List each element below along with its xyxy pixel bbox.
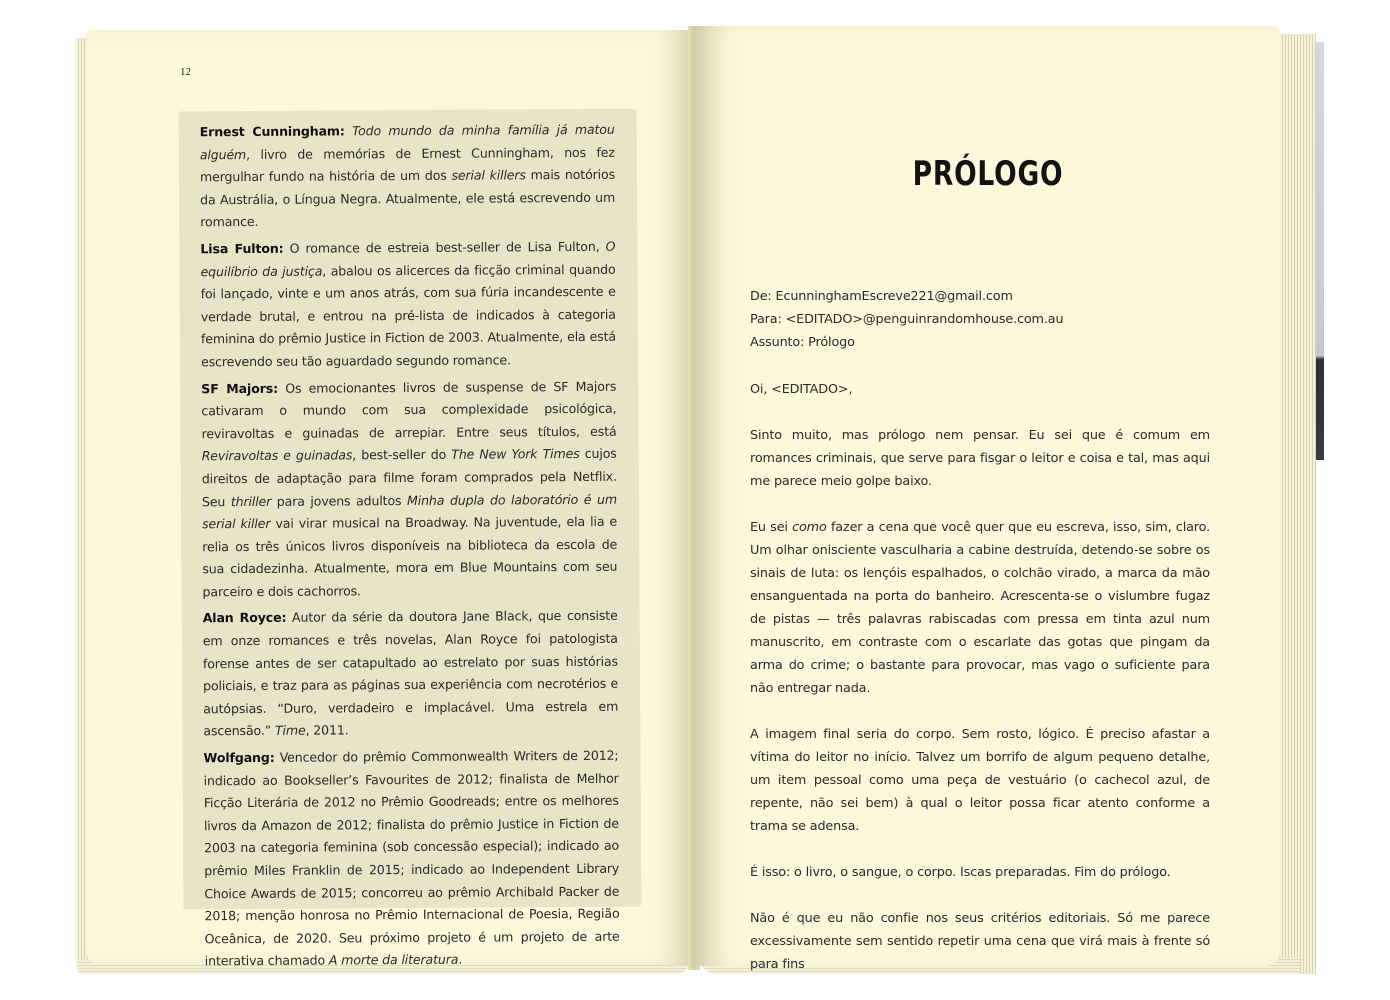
background-strip [1316,42,1324,460]
email-text [750,285,1210,976]
email-from: De: EcunninghamEscreve221@gmail.com [750,289,1013,304]
bio-name: Wolfgang: [203,749,275,766]
bio-text: vai virar musical na Broadway. Na juventude, ela lia e relia os três únicos livros disponíveis na biblioteca da escola de sua cidadezinha. Atualmente, mora em Blue Mountains com seu parceiro e dois cachorros. [202,513,618,600]
spacer [750,401,1210,424]
bio-text: Time [274,723,306,739]
bio-text: O romance de estreia best-seller de Lisa Fulton, [283,238,606,256]
bio-name: Lisa Fulton: [200,240,284,257]
email-greeting: Oi, <EDITADO>, [750,381,853,397]
bio-text: Minha dupla do laboratório é um serial killer [202,491,617,532]
spacer [750,700,1210,723]
chapter-title: PRÓLOGO [912,154,1064,194]
email-paragraph [750,723,1210,838]
bio-text: . [458,952,463,968]
bio-text: thriller [230,493,272,509]
bio-text: , abalou os alicerces da ficção criminal quando foi lançado, vinte e um anos atrás, com sua fúria incandescente e verdade brutal, e entrou na pré-lista de indicados à categoria feminina do prêmio Justice in Fiction de 2003. Atualmente, ela está escrevendo seu tão aguardado segundo romance. [200,261,616,370]
paragraph-text: A imagem final seria do corpo. Sem rosto, lógico. É preciso afastar a vítima do leitor no início. Talvez um borrifo de algum pequeno detalhe, um item pessoal como uma peça de vestuário (o cachecol azul, de repente, não sei bem) à qual o leitor possa ficar atento conforme a trama se adensa. [750,726,1210,834]
email-paragraph [750,424,1210,493]
email-to: Para: <EDITADO>@penguinrandomhouse.com.au [750,312,1064,328]
bio-text: Vencedor do prêmio Commonwealth Writers de 2012; indicado ao Bookseller’s Favourites de 2012; finalista de Melhor Ficção Literária de 2012 no Prêmio Goodreads; entre os melhores livros da Amazon de 2012; finalista do prêmio Justice in Fiction de 2003 na categoria feminina (sob concessão especial); indicado ao prêmio Miles Franklin de 2015; indicado ao Independent Library Choice Awards de 2015; concorreu ao prêmio Archibald Packer de 2018; menção honrosa no Prêmio Internacional de Poesia, Região Oceânica, de 2020. Seu próximo projeto é um projeto de arte interativa chamado [203,747,620,969]
paragraph-text: Não é que eu não confie nos seus critérios editoriais. Só me parece excessivamente sem sentido repetir uma cena que virá mais à frente só para fins [750,910,1210,972]
bio-text: , 2011. [305,722,349,739]
page-number: 12 [180,66,191,78]
email-paragraph [750,861,1210,884]
bio-paragraph [203,605,619,743]
right-page-edges [1274,34,1316,974]
spacer [750,493,1210,516]
bio-name: SF Majors: [201,380,279,396]
bio-text: para jovens adultos [271,492,408,509]
bio-text: Autor da série da doutora Jane Black, que consiste em onze romances e três novelas, Alan Royce foi patologista forense antes de ser catapultado ao estrelato por suas histórias policiais, e traz para as páginas sua experiência com necrotérios e autópsias. “Duro, verdadeiro e implacável. Uma estrela em ascensão.” [202,608,619,739]
bio-text: , livro de memórias de Ernest Cunningham, nos fez mergulhar fundo na história de um dos [199,144,615,185]
email-paragraph [750,907,1210,976]
bio-paragraph [201,375,617,603]
paragraph-text: fazer a cena que você quer que eu escreva, isso, sim, claro. Um olhar onisciente vasculharia a cabine destruída, detendo-se sobre os sinais de luta: os lençóis espalhados, o colchão virado, a marca da mão ensanguentada na porta do banheiro. Acrescenta-se o vislumbre fugaz de pistas — três palavras rabiscadas com pressa em tinta azul num manuscrito, em contraste com o escarlate das gotas que pingam da arma do crime; o bastante para provocar, mas vago o suficiente para não entregar nada. [750,519,1210,696]
right-page [696,26,1280,972]
paragraph-text: É isso: o livro, o sangue, o corpo. Iscas preparadas. Fim do prólogo. [750,864,1171,880]
spacer [750,884,1210,907]
bio-text: Os emocionantes livros de suspense de SF Majors cativaram o mundo com sua complexidade psicológica, reviravoltas e guinadas de arrepiar. Entre seus títulos, está [201,378,617,441]
bio-text: serial killers [451,167,526,183]
author-bios-box [179,109,642,969]
left-page [86,30,692,969]
bio-name: Ernest Cunningham: [199,123,345,140]
bio-text: Reviravoltas e guinadas [201,447,353,464]
bio-paragraph [200,119,616,235]
bio-text: O equilíbrio da justiça [200,238,616,279]
email-paragraph [750,516,1210,700]
paragraph-text: Eu sei [750,519,793,535]
bio-text: Todo mundo da minha família já matou alguém [199,121,615,162]
bio-text: mais notórios da Austrália, o Língua Negra. Atualmente, ele está escrevendo um romance. [200,166,616,230]
email-subject: Assunto: Prólogo [750,335,855,351]
spacer [750,355,1210,378]
bio-text: , best-seller do [352,447,452,463]
bio-text: The New York Times [451,446,580,463]
bio-text: A morte da literatura [328,952,459,968]
bio-text: cujos direitos de adaptação para filme foram comprados pela Netflix. Seu [201,446,617,509]
spacer [750,838,1210,861]
paragraph-text: Sinto muito, mas prólogo nem pensar. Eu sei que é comum em romances criminais, que serve para fisgar o leitor e coisa e tal, mas aqui me parece meio golpe baixo. [750,427,1210,489]
bio-paragraph [200,236,616,374]
bio-name: Alan Royce: [202,610,287,626]
paragraph-text: como [792,519,827,535]
bio-paragraph [203,745,619,973]
